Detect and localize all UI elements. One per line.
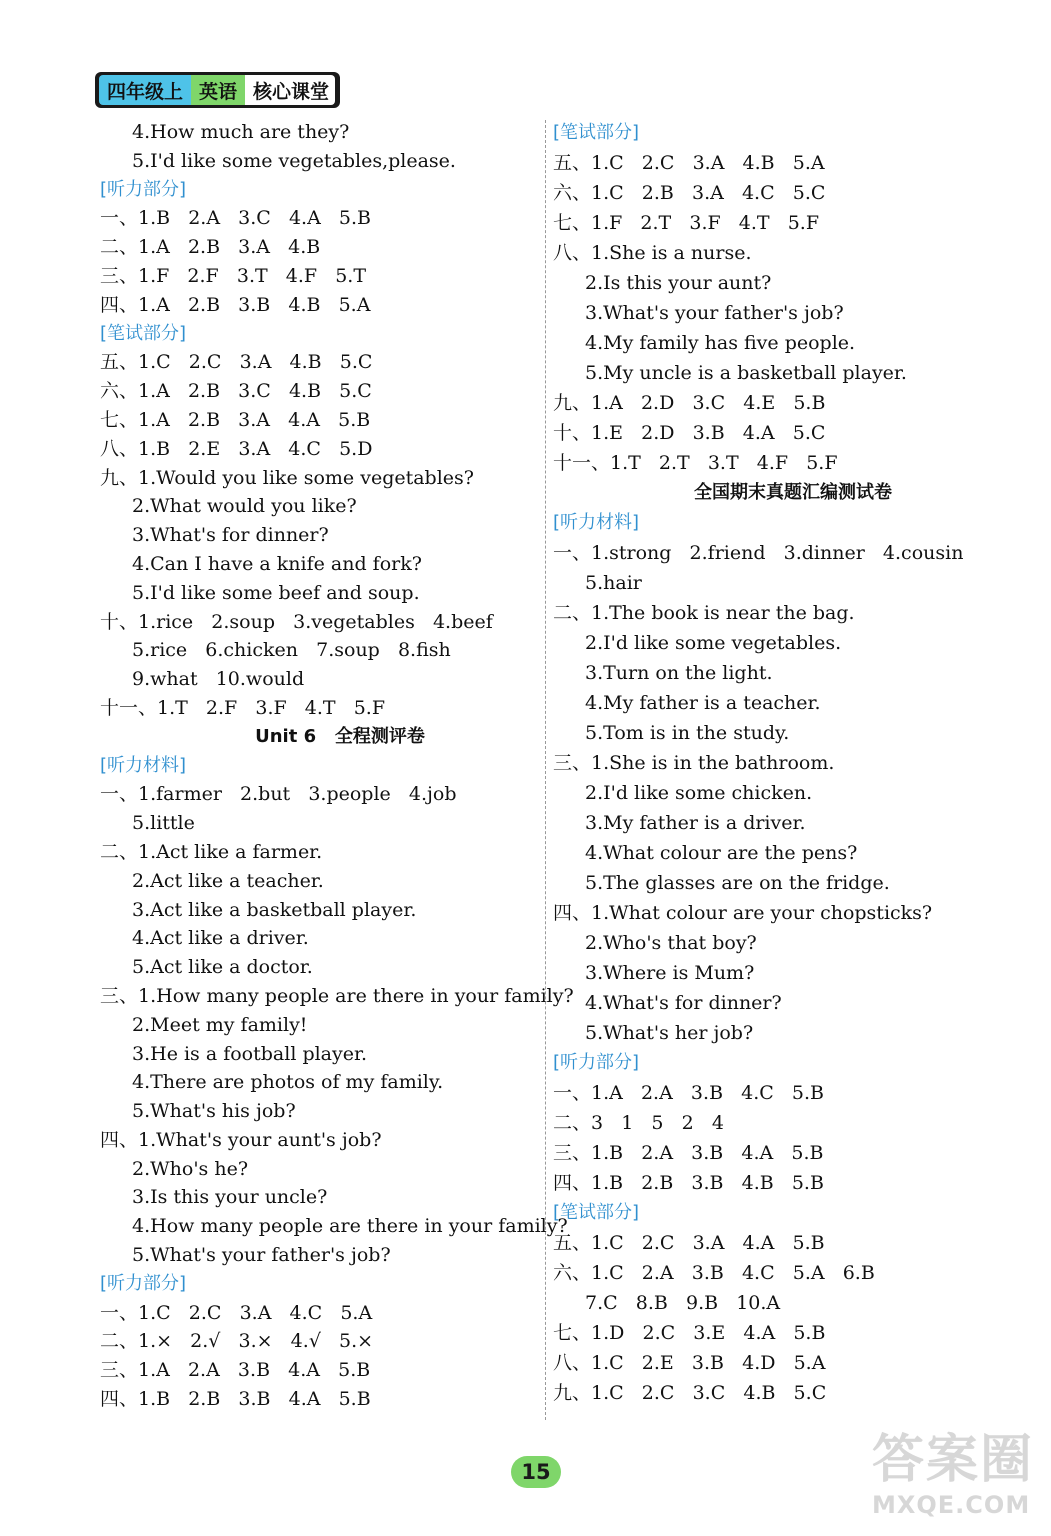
answer-line: 一、1.B 2.A 3.C 4.A 5.B [100,207,372,230]
answer-line: 二、3 1 5 2 4 [553,1112,724,1134]
answer-line: 四、1.What colour are your chopsticks? [553,902,933,924]
section-label: [听力部分] [100,1272,187,1294]
test-title: Unit 6 全程测评卷 [255,725,425,747]
answer-line: 三、1.How many people are there in your family? [100,984,574,1007]
answer-subline: 5.rice 6.chicken 7.soup 8.fish [132,639,451,662]
answer-subline: 2.Is this your aunt? [585,272,772,294]
answer-subline: 2.I'd like some vegetables. [585,632,842,654]
section-label: [听力部分] [100,178,187,200]
answer-line: 四、1.What's your aunt's job? [100,1128,382,1151]
answer-subline: 2.Who's that boy? [585,932,757,954]
answer-line: 七、1.D 2.C 3.E 4.A 5.B [553,1322,826,1344]
answer-subline: 5.My uncle is a basketball player. [585,362,907,384]
answer-line: 四、1.B 2.B 3.B 4.B 5.B [553,1172,824,1194]
column-divider [545,120,546,1420]
answer-line: 十、1.E 2.D 3.B 4.A 5.C [553,422,826,444]
answer-line: 六、1.A 2.B 3.C 4.B 5.C [100,380,372,403]
answer-subline: 5.What's her job? [585,1022,754,1044]
section-label: [笔试部分] [553,1202,640,1223]
answer-subline: 3.He is a football player. [132,1042,368,1065]
answer-line: 二、1.A 2.B 3.A 4.B [100,236,321,259]
answer-subline: 5.The glasses are on the fridge. [585,872,890,894]
answer-subline: 2.What would you like? [132,495,357,518]
answer-line: 二、1.Act like a farmer. [100,840,323,863]
answer-line: 三、1.F 2.F 3.T 4.F 5.T [100,264,367,287]
answer-subline: 3.Turn on the light. [585,662,773,684]
answer-subline: 4.My family has five people. [585,332,856,354]
answer-subline: 3.Where is Mum? [585,962,755,984]
test-title: 全国期末真题汇编测试卷 [694,482,892,503]
header-badge [99,75,335,105]
answer-subline: 5.Act like a doctor. [132,956,313,979]
answer-subline: 5.I'd like some beef and soup. [132,581,420,604]
answer-line: 三、1.She is in the bathroom. [553,752,835,774]
section-label: [笔试部分] [553,122,640,143]
section-label: [笔试部分] [100,322,187,344]
answer-line: 一、1.C 2.C 3.A 4.C 5.A [100,1301,373,1324]
right-column [553,118,993,1408]
answer-subline: 4.My father is a teacher. [585,692,821,714]
answer-subline: 4.There are photos of my family. [132,1071,444,1094]
answer-line: 九、1.C 2.C 3.C 4.B 5.C [553,1382,827,1404]
answer-subline: 2.Who's he? [132,1157,249,1180]
watermark-logo [872,1430,1042,1530]
watermark-url: MXQE.COM [872,1491,1031,1519]
answer-subline: 3.What's for dinner? [132,524,329,547]
answer-subline: 3.Act like a basketball player. [132,898,417,921]
answer-subline: 3.What's your father's job? [585,302,844,324]
answer-line: 四、1.B 2.B 3.B 4.A 5.B [100,1388,371,1411]
answer-line: 五、1.C 2.C 3.A 4.A 5.B [553,1232,825,1254]
answer-line: 二、1.× 2.√ 3.× 4.√ 5.× [100,1330,374,1353]
answer-subline: 3.My father is a driver. [585,812,806,834]
answer-subline: 5.What's his job? [132,1100,296,1123]
answer-subline: 5.little [132,812,195,835]
answer-line: 十一、1.T 2.F 3.F 4.T 5.F [100,696,386,719]
header-subject: 英语 [191,75,245,105]
answer-subline: 4.Can I have a knife and fork? [132,552,422,575]
answer-line: 九、1.A 2.D 3.C 4.E 5.B [553,392,826,414]
answer-line: 七、1.A 2.B 3.A 4.A 5.B [100,408,371,431]
answer-line: 五、1.C 2.C 3.A 4.B 5.A [553,152,825,174]
section-label: [听力材料] [100,754,187,776]
answer-line: 九、1.Would you like some vegetables? [100,466,474,489]
answer-line: 五、1.C 2.C 3.A 4.B 5.C [100,351,373,374]
answer-line: 三、1.B 2.A 3.B 4.A 5.B [553,1142,824,1164]
answer-line: 四、1.A 2.B 3.B 4.B 5.A [100,293,371,316]
answer-subline: 4.How many people are there in your family? [132,1215,568,1238]
answer-subline: 4.What colour are the pens? [585,842,858,864]
header-grade: 四年级上 [99,75,191,105]
answer-line: 八、1.B 2.E 3.A 4.C 5.D [100,437,373,460]
answer-subline: 2.I'd like some chicken. [585,782,813,804]
watermark-logo-text: 答案圈 [872,1430,1035,1490]
answer-subline: 9.what 10.would [132,668,305,691]
page-number: 15 [511,1456,561,1488]
answer-subline: 7.C 8.B 9.B 10.A [585,1292,781,1314]
header-series: 核心课堂 [245,75,335,105]
answer-line: 三、1.A 2.A 3.B 4.A 5.B [100,1359,371,1382]
answer-subline: 5.I'd like some vegetables,please. [132,149,456,172]
answer-subline: 5.What's your father's job? [132,1244,391,1267]
answer-line: 六、1.C 2.B 3.A 4.C 5.C [553,182,826,204]
answer-subline: 5.Tom is in the study. [585,722,790,744]
answer-line: 一、1.farmer 2.but 3.people 4.job [100,783,457,806]
answer-line: 七、1.F 2.T 3.F 4.T 5.F [553,212,820,234]
answer-subline: 4.Act like a driver. [132,927,309,950]
answer-line: 二、1.The book is near the bag. [553,602,855,624]
answer-line: 八、1.She is a nurse. [553,242,752,264]
left-column [100,118,574,1414]
section-label: [听力材料] [553,512,640,533]
answer-line: 十、1.rice 2.soup 3.vegetables 4.beef [100,610,493,633]
answer-line: 一、1.A 2.A 3.B 4.C 5.B [553,1082,825,1104]
answer-subline: 4.How much are they? [132,121,350,143]
answer-subline: 2.Act like a teacher. [132,869,324,892]
answer-line: 八、1.C 2.E 3.B 4.D 5.A [553,1352,826,1374]
answer-line: 一、1.strong 2.friend 3.dinner 4.cousin [553,542,964,564]
answer-subline: 5.hair [585,572,642,594]
answer-line: 六、1.C 2.A 3.B 4.C 5.A 6.B [553,1262,875,1284]
answer-line: 十一、1.T 2.T 3.T 4.F 5.F [553,452,838,474]
section-label: [听力部分] [553,1052,640,1073]
answer-subline: 3.Is this your uncle? [132,1186,328,1209]
answer-subline: 4.What's for dinner? [585,992,782,1014]
answer-subline: 2.Meet my family! [132,1013,308,1036]
